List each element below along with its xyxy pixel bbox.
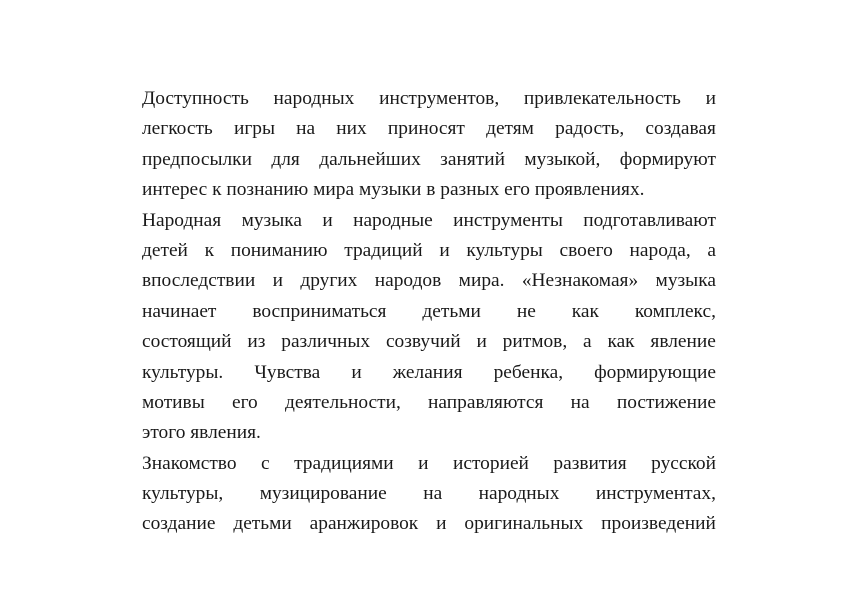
text-line: [142, 297, 716, 327]
word: создание: [142, 513, 216, 535]
word: детям: [486, 118, 534, 140]
word: развития: [553, 452, 627, 474]
word: и: [436, 513, 447, 535]
word: музыкой,: [524, 148, 601, 170]
word: и: [476, 331, 487, 353]
word: детьми: [422, 300, 481, 322]
word: инструментов,: [379, 88, 500, 109]
word: предпосылки: [142, 148, 252, 170]
text-line: [142, 84, 716, 114]
word: дальнейших: [319, 148, 421, 170]
word: постижение: [616, 391, 716, 413]
word: направляются: [428, 391, 544, 413]
word: и: [705, 88, 716, 109]
word: других: [300, 270, 358, 292]
word: произведений: [601, 513, 716, 535]
word: детьми: [233, 513, 292, 535]
word: культуры,: [142, 483, 224, 505]
word: и: [351, 361, 362, 383]
word: к: [204, 239, 215, 261]
text-line: [142, 206, 716, 236]
word: народных: [478, 483, 560, 505]
text-line: [142, 145, 716, 175]
word: привлекательность: [523, 88, 681, 109]
word: комплекс,: [634, 300, 716, 322]
paragraph-2: [142, 206, 716, 449]
word: создавая: [645, 118, 716, 140]
word: инструменты: [453, 209, 563, 231]
text-line: интерес к познанию мира музыки в разных его проявлениях.: [142, 179, 645, 201]
text-line: [142, 449, 716, 479]
word: желания: [392, 361, 463, 383]
paragraph-3: [142, 449, 716, 540]
word: музыка: [241, 209, 302, 231]
text-line: [142, 358, 716, 388]
word: его: [231, 391, 258, 413]
word: Чувства: [254, 361, 321, 383]
word: восприниматься: [252, 300, 387, 322]
word: детей: [142, 239, 188, 261]
word: культуры: [466, 239, 543, 261]
word: приносят: [387, 118, 465, 140]
word: своего: [559, 239, 613, 261]
text-line: [142, 114, 716, 144]
text-line: [142, 266, 716, 296]
word: музыка: [655, 270, 716, 292]
word: Знакомство: [142, 452, 237, 474]
word: подготавливают: [583, 209, 716, 231]
word: Народная: [142, 209, 222, 231]
word: впоследствии: [142, 270, 256, 292]
word: и: [439, 239, 450, 261]
word: мотивы: [142, 391, 205, 413]
word: игры: [233, 118, 275, 140]
word: для: [271, 148, 300, 170]
word: мира.: [458, 270, 505, 292]
word: аранжировок: [309, 513, 419, 535]
word: формируют: [619, 148, 716, 170]
word: и: [418, 452, 429, 474]
word: как: [607, 331, 635, 353]
word: оригинальных: [464, 513, 584, 535]
word: музицирование: [259, 483, 387, 505]
text-line: этого явления.: [142, 422, 261, 444]
word: культуры.: [142, 361, 224, 383]
word: на: [423, 483, 443, 505]
word: формирующие: [594, 361, 716, 383]
word: с: [261, 452, 270, 474]
word: историей: [452, 452, 529, 474]
word: Доступность: [142, 88, 249, 109]
word: пониманию: [230, 239, 328, 261]
word: деятельности,: [284, 391, 401, 413]
word: и: [322, 209, 333, 231]
word: а: [583, 331, 592, 353]
word: народов: [374, 270, 442, 292]
word: традициями: [294, 452, 394, 474]
text-line: [142, 479, 716, 509]
text-line: [142, 327, 716, 357]
word: состоящий: [142, 331, 232, 353]
word: как: [571, 300, 599, 322]
word: не: [516, 300, 536, 322]
word: начинает: [142, 300, 217, 322]
word: на: [296, 118, 316, 140]
word: легкость: [142, 118, 213, 140]
word: на: [570, 391, 590, 413]
word: «Незнакомая»: [521, 270, 639, 292]
word: явление: [650, 331, 716, 353]
word: народа,: [629, 239, 691, 261]
word: ритмов,: [502, 331, 568, 353]
word: созвучий: [385, 331, 461, 353]
text-line: [142, 509, 716, 539]
paragraph-1: [142, 84, 716, 206]
word: занятий: [440, 148, 505, 170]
word: ребенка,: [493, 361, 564, 383]
text-line: [142, 236, 716, 266]
body-text: [142, 84, 716, 540]
word: них: [336, 118, 367, 140]
word: народные: [353, 209, 433, 231]
word: инструментах,: [595, 483, 716, 505]
word: радость,: [555, 118, 625, 140]
word: традиций: [344, 239, 423, 261]
word: из: [247, 331, 266, 353]
word: народных: [273, 88, 355, 109]
word: различных: [281, 331, 371, 353]
text-line: [142, 388, 716, 418]
word: русской: [651, 452, 716, 474]
word: и: [272, 270, 283, 292]
word: а: [707, 239, 716, 261]
